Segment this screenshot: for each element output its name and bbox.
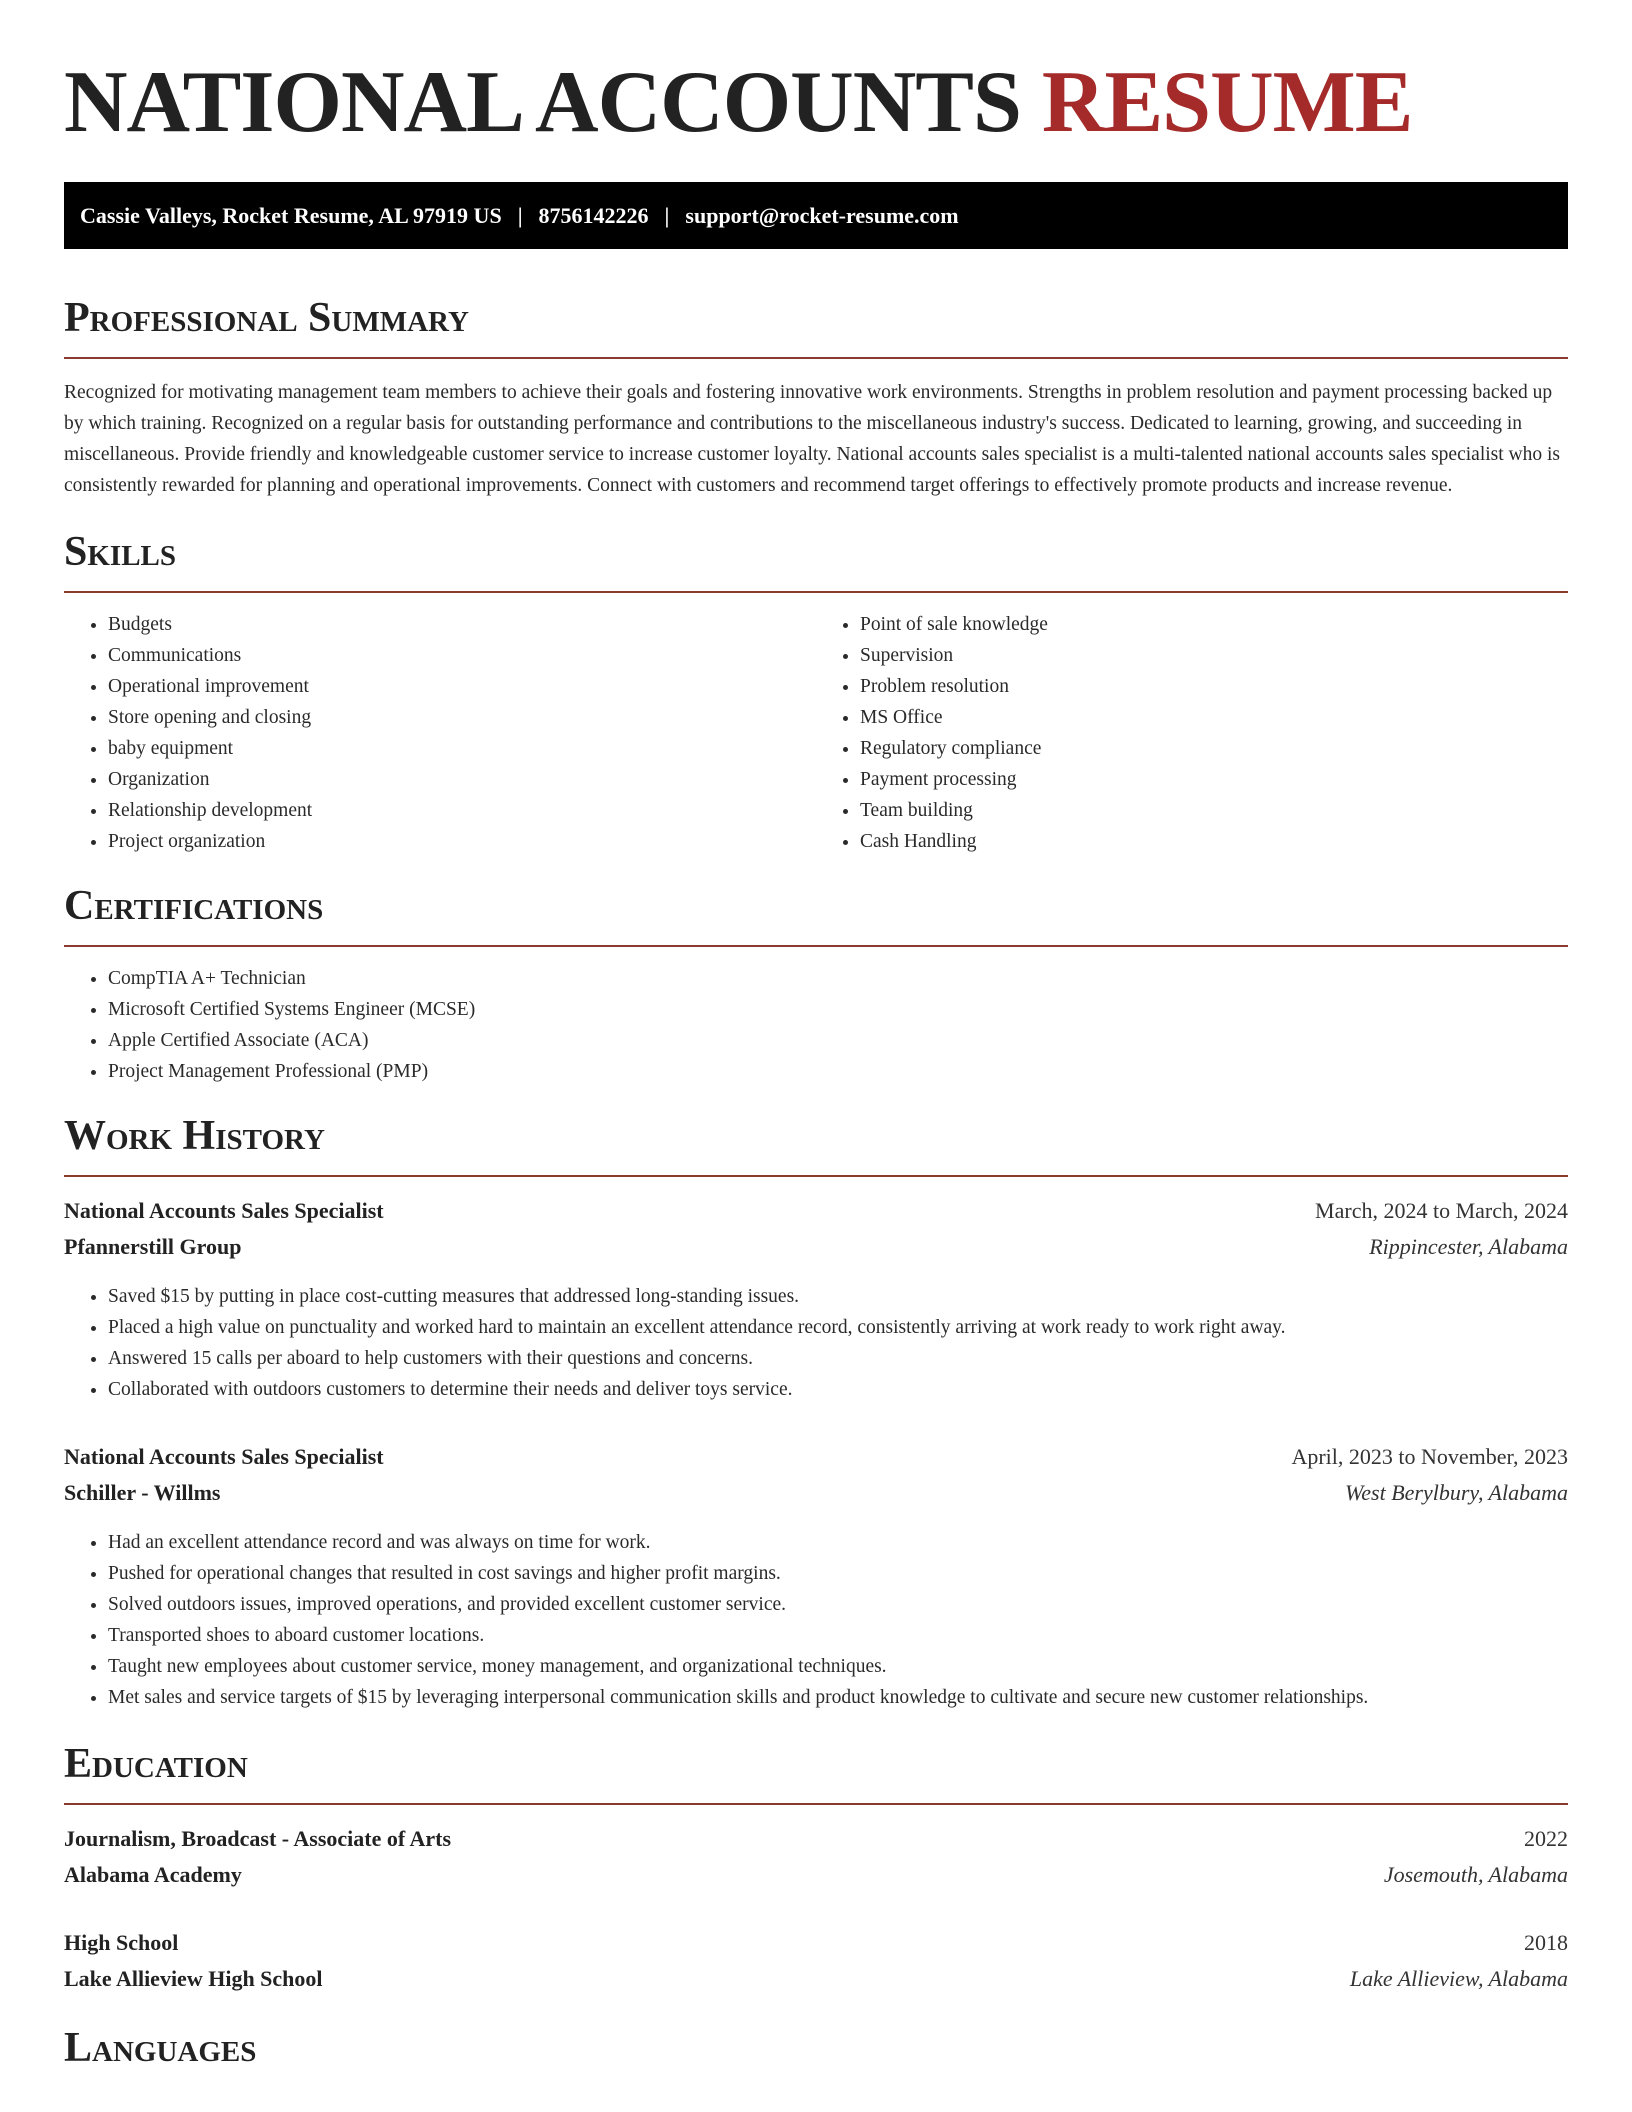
job-location: West Berylbury, Alabama bbox=[1344, 1480, 1568, 1505]
education-year: 2022 bbox=[1524, 1826, 1568, 1851]
work-history-section bbox=[64, 1111, 1568, 1713]
job-bullets bbox=[64, 1281, 1568, 1405]
job-dates: April, 2023 to November, 2023 bbox=[1291, 1444, 1568, 1469]
contact-bar bbox=[64, 182, 1568, 249]
certifications-heading: Certifications bbox=[64, 883, 324, 929]
skill-item: • Regulatory compliance bbox=[860, 733, 1568, 764]
job-bullet: • Placed a high value on punctuality and worked hard to maintain an excellent attendance record, consistently arriving at work ready to work right away. bbox=[108, 1312, 1568, 1343]
job-dates: March, 2024 to March, 2024 bbox=[1315, 1198, 1568, 1223]
job-entry bbox=[64, 1193, 1568, 1405]
skills-grid bbox=[64, 593, 1568, 857]
job-bullet: • Met sales and service targets of $15 by leveraging interpersonal communication skills and product knowledge to cultivate and secure new customer relationships. bbox=[108, 1682, 1568, 1713]
skill-item: • MS Office bbox=[860, 702, 1568, 733]
certification-item: • CompTIA A+ Technician bbox=[108, 963, 1568, 994]
education-entry bbox=[64, 1925, 1568, 1997]
skills-list-left bbox=[64, 609, 816, 857]
title-main: NATIONAL ACCOUNTS bbox=[64, 54, 1021, 151]
education-year: 2018 bbox=[1524, 1930, 1568, 1955]
education-school-row bbox=[64, 1961, 1568, 1997]
job-bullet: • Saved $15 by putting in place cost-cutting measures that addressed long-standing issues. bbox=[108, 1281, 1568, 1312]
certification-item: • Apple Certified Associate (ACA) bbox=[108, 1025, 1568, 1056]
skill-item: • Relationship development bbox=[108, 795, 816, 826]
summary-section bbox=[64, 293, 1568, 501]
contact-separator: | bbox=[664, 202, 670, 228]
job-bullet: • Transported shoes to aboard customer locations. bbox=[108, 1620, 1568, 1651]
job-bullet: • Collaborated with outdoors customers to determine their needs and deliver toys service. bbox=[108, 1374, 1568, 1405]
education-degree: High School bbox=[64, 1930, 179, 1955]
job-location: Rippincester, Alabama bbox=[1369, 1234, 1568, 1259]
job-title: National Accounts Sales Specialist bbox=[64, 1198, 384, 1223]
job-company: Pfannerstill Group bbox=[64, 1234, 242, 1259]
summary-heading: Professional Summary bbox=[64, 295, 469, 341]
contact-separator: | bbox=[517, 202, 523, 228]
title-accent: RESUME bbox=[1041, 54, 1413, 151]
skill-item: • Communications bbox=[108, 640, 816, 671]
resume-title bbox=[64, 0, 1568, 150]
section-divider bbox=[64, 1175, 1568, 1177]
job-bullet: • Answered 15 calls per aboard to help customers with their questions and concerns. bbox=[108, 1343, 1568, 1374]
education-header-row bbox=[64, 1925, 1568, 1961]
skill-item: • Payment processing bbox=[860, 764, 1568, 795]
education-section bbox=[64, 1739, 1568, 1997]
job-company-row bbox=[64, 1229, 1568, 1265]
job-bullets bbox=[64, 1527, 1568, 1713]
certifications-section bbox=[64, 881, 1568, 1087]
skill-item: • Point of sale knowledge bbox=[860, 609, 1568, 640]
languages-section bbox=[64, 2023, 1568, 2073]
job-company-row bbox=[64, 1475, 1568, 1511]
skill-item: • baby equipment bbox=[108, 733, 816, 764]
job-bullet: • Solved outdoors issues, improved operations, and provided excellent customer service. bbox=[108, 1589, 1568, 1620]
education-location: Josemouth, Alabama bbox=[1383, 1862, 1568, 1887]
skills-section bbox=[64, 527, 1568, 857]
education-heading: Education bbox=[64, 1741, 248, 1787]
job-header-row bbox=[64, 1439, 1568, 1475]
skill-item: • Cash Handling bbox=[860, 826, 1568, 857]
certification-item: • Project Management Professional (PMP) bbox=[108, 1056, 1568, 1087]
job-title: National Accounts Sales Specialist bbox=[64, 1444, 384, 1469]
job-bullet: • Taught new employees about customer service, money management, and organizational techniques. bbox=[108, 1651, 1568, 1682]
languages-heading: Languages bbox=[64, 2025, 257, 2071]
skill-item: • Organization bbox=[108, 764, 816, 795]
certification-item: • Microsoft Certified Systems Engineer (MCSE) bbox=[108, 994, 1568, 1025]
job-bullet: • Pushed for operational changes that resulted in cost savings and higher profit margins. bbox=[108, 1558, 1568, 1589]
skill-item: • Project organization bbox=[108, 826, 816, 857]
skill-item: • Operational improvement bbox=[108, 671, 816, 702]
education-school-row bbox=[64, 1857, 1568, 1893]
contact-phone: 8756142226 bbox=[538, 202, 649, 228]
skill-item: • Supervision bbox=[860, 640, 1568, 671]
skill-item: • Budgets bbox=[108, 609, 816, 640]
skills-heading: Skills bbox=[64, 529, 177, 575]
skill-item: • Problem resolution bbox=[860, 671, 1568, 702]
skill-item: • Store opening and closing bbox=[108, 702, 816, 733]
section-divider bbox=[64, 357, 1568, 359]
education-entry bbox=[64, 1821, 1568, 1893]
summary-text: Recognized for motivating management team members to achieve their goals and fostering innovative work environments. Strengths in problem resolution and payment processing backed up by which training. Recognized on a regular basis for outstanding performance and contributions to the miscellaneous industry's success. Dedicated to learning, growing, and succeeding in miscellaneous. Provide friendly and knowledgeable customer service to increase customer loyalty. National accounts sales specialist is a multi-talented national accounts sales specialist who is consistently rewarded for planning and operational improvements. Connect with customers and recommend target offerings to effectively promote products and increase revenue. bbox=[64, 382, 1560, 496]
contact-email: support@rocket-resume.com bbox=[685, 202, 959, 228]
work-history-heading: Work History bbox=[64, 1113, 325, 1159]
section-divider bbox=[64, 945, 1568, 947]
education-location: Lake Allieview, Alabama bbox=[1349, 1966, 1568, 1991]
education-school: Alabama Academy bbox=[64, 1862, 242, 1887]
education-degree: Journalism, Broadcast - Associate of Arts bbox=[64, 1826, 452, 1851]
education-school: Lake Allieview High School bbox=[64, 1966, 323, 1991]
skill-item: • Team building bbox=[860, 795, 1568, 826]
education-header-row bbox=[64, 1821, 1568, 1857]
job-entry bbox=[64, 1439, 1568, 1713]
contact-address: Cassie Valleys, Rocket Resume, AL 97919 US bbox=[80, 202, 502, 228]
job-company: Schiller - Willms bbox=[64, 1480, 221, 1505]
skills-list-right bbox=[816, 609, 1568, 857]
certifications-list bbox=[64, 963, 1568, 1087]
job-bullet: • Had an excellent attendance record and was always on time for work. bbox=[108, 1527, 1568, 1558]
job-header-row bbox=[64, 1193, 1568, 1229]
section-divider bbox=[64, 1803, 1568, 1805]
